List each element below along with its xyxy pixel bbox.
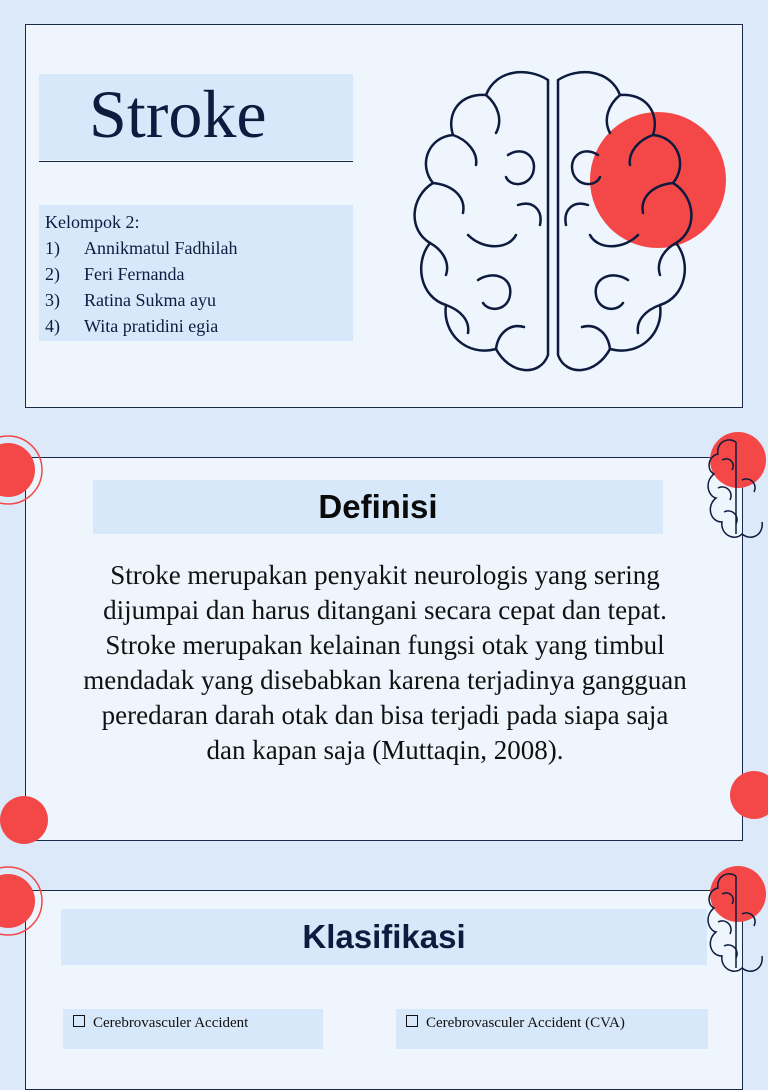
member-item xyxy=(45,235,353,261)
definition-line: mendadak yang disebabkan karena terjadinya gangguan xyxy=(83,665,687,695)
member-number: 2) xyxy=(45,264,60,284)
definition-line: Stroke merupakan penyakit neurologis yang sering xyxy=(110,560,660,590)
member-item xyxy=(45,287,353,313)
member-number: 4) xyxy=(45,316,60,336)
definition-line: dan kapan saja (Muttaqin, 2008). xyxy=(206,735,564,765)
decor-dot-icon xyxy=(726,768,768,824)
definition-line: dijumpai dan harus ditangani secara cepat dan tepat. xyxy=(103,595,667,625)
member-name: Wita pratidini egia xyxy=(84,316,219,336)
decor-dot-icon xyxy=(0,790,50,846)
small-brain-icon xyxy=(702,864,768,988)
classification-item xyxy=(396,1009,708,1049)
definition-line: peredaran darah otak dan bisa terjadi pada siapa saja xyxy=(101,700,669,730)
group-label: Kelompok 2: xyxy=(45,212,140,232)
slide-title: Stroke xyxy=(89,76,267,152)
decor-circle-icon xyxy=(0,432,52,512)
checkbox-icon xyxy=(406,1015,418,1027)
definition-text xyxy=(36,558,734,768)
definition-line: Stroke merupakan kelainan fungsi otak yang timbul xyxy=(105,630,665,660)
classification-item-label: Cerebrovasculer Accident xyxy=(93,1015,249,1031)
small-brain-icon xyxy=(702,430,768,554)
title-slide xyxy=(25,24,743,408)
title-box xyxy=(39,74,353,160)
member-item xyxy=(45,313,353,339)
decor-circle-icon xyxy=(0,865,52,945)
title-divider xyxy=(39,161,353,162)
member-number: 1) xyxy=(45,238,60,258)
member-name: Feri Fernanda xyxy=(84,264,185,284)
group-members-box xyxy=(39,205,353,341)
member-name: Annikmatul Fadhilah xyxy=(84,238,238,258)
checkbox-icon xyxy=(73,1015,85,1027)
brain-icon xyxy=(398,65,738,385)
definition-heading: Definisi xyxy=(93,480,663,534)
member-number: 3) xyxy=(45,290,60,310)
member-item xyxy=(45,261,353,287)
classification-item-label: Cerebrovasculer Accident (CVA) xyxy=(426,1015,625,1031)
definition-slide xyxy=(25,457,743,841)
classification-slide xyxy=(25,890,743,1090)
classification-heading: Klasifikasi xyxy=(61,909,707,965)
classification-item xyxy=(63,1009,323,1049)
member-name: Ratina Sukma ayu xyxy=(84,290,216,310)
